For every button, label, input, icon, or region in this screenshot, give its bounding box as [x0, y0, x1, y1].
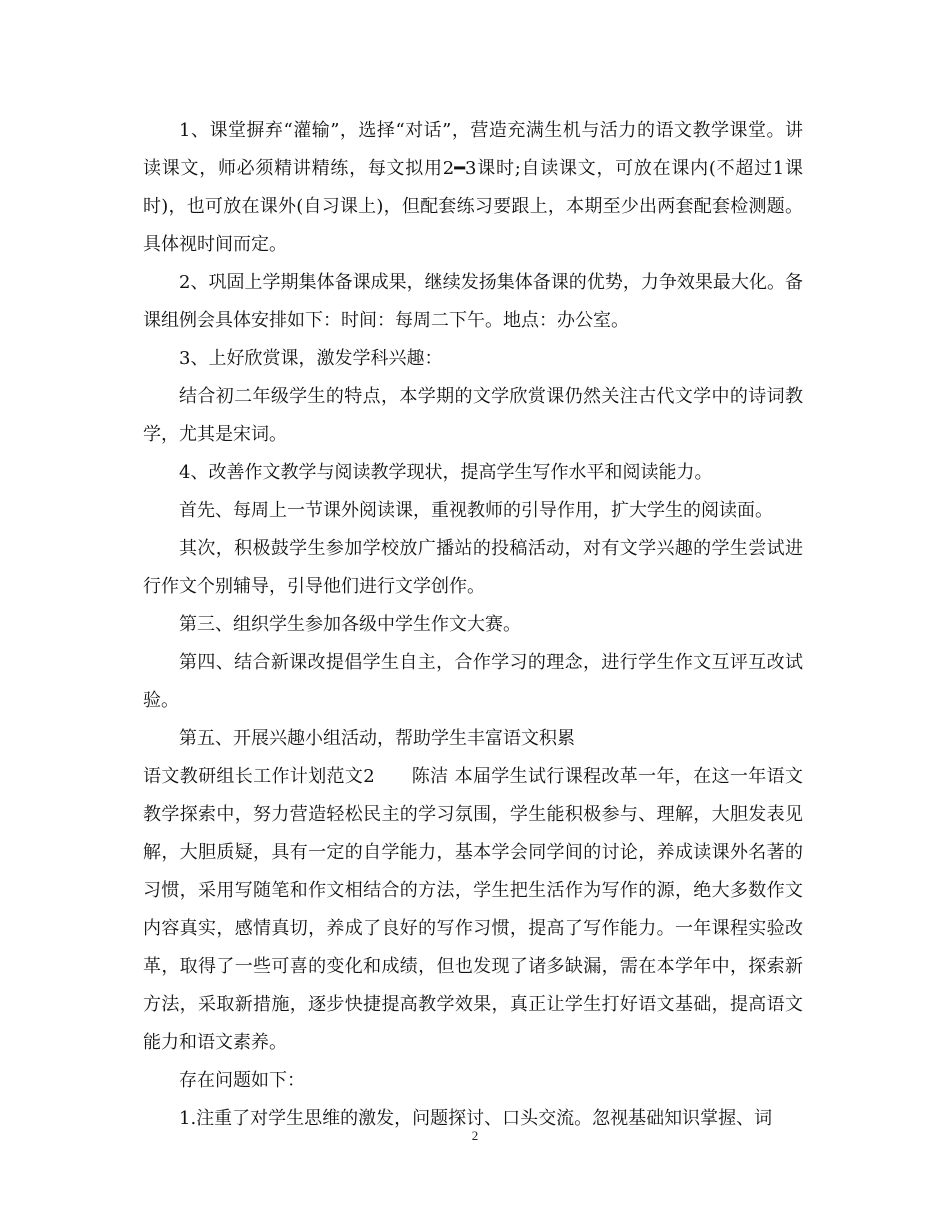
paragraph-classroom-dialogue: 1、课堂摒弃“灌输”，选择“对话”，营造充满生机与活力的语文教学课堂。讲读课文，师必须精讲精练，每文拟用2━3课时;自读课文，可放在课内(不超过1课时)，也可放在课外(自习课上)，但配套练习要跟上，本期至少出两套配套检测题。具体视时间而定。: [143, 120, 803, 255]
page-number: 2: [471, 1128, 479, 1143]
paragraph-collective-lesson-prep: 2、巩固上学期集体备课成果，继续发扬集体备课的优势，力争效果最大化。备课组例会具体安排如下：时间：每周二下午。地点：办公室。: [143, 272, 803, 331]
paragraph-problems-heading: 存在问题如下：: [179, 1070, 305, 1091]
paragraph-problem-1: 1.注重了对学生思维的激发，问题探讨、口头交流。忽视基础知识掌握、词: [179, 1108, 773, 1129]
paragraph-writing-reading-heading: 4、改善作文教学与阅读教学现状，提高学生写作水平和阅读能力。: [179, 462, 713, 483]
paragraph-first-reading-class: 首先、每周上一节课外阅读课，重视教师的引导作用，扩大学生的阅读面。: [179, 500, 773, 521]
document-body: [143, 112, 803, 1138]
paragraph-plan-sample-2: 语文教研组长工作计划范文2 陈洁 本届学生试行课程改革一年，在这一年语文教学探索中，努力营造轻松民主的学习氛围，学生能积极参与、理解，大胆发表见解，大胆质疑，具有一定的自学能力，基本学会同学间的讨论，养成读课外名著的习惯，采用写随笔和作文相结合的方法，学生把生活作为写作的源，绝大多数作文内容真实，感情真切，养成了良好的写作习惯，提高了写作能力。一年课程实验改革，取得了一些可喜的变化和成绩，但也发现了诸多缺漏，需在本学年中，探索新方法，采取新措施，逐步快捷提高教学效果，真正让学生打好语文基础，提高语文能力和语文素养。: [143, 766, 803, 1053]
paragraph-fourth-peer-review: 第四、结合新课改提倡学生自主，合作学习的理念，进行学生作文互评互改试验。: [143, 652, 803, 711]
paragraph-second-broadcast: 其次，积极鼓学生参加学校放广播站的投稿活动，对有文学兴趣的学生尝试进行作文个别辅导，引导他们进行文学创作。: [143, 538, 803, 597]
paragraph-appreciation-class-detail: 结合初二年级学生的特点，本学期的文学欣赏课仍然关注古代文学中的诗词教学，尤其是宋词。: [143, 386, 803, 445]
paragraph-appreciation-class-heading: 3、上好欣赏课，激发学科兴趣：: [179, 348, 443, 369]
paragraph-fifth-interest-group: 第五、开展兴趣小组活动，帮助学生丰富语文积累: [179, 728, 575, 749]
paragraph-third-contest: 第三、组织学生参加各级中学生作文大赛。: [179, 614, 521, 635]
